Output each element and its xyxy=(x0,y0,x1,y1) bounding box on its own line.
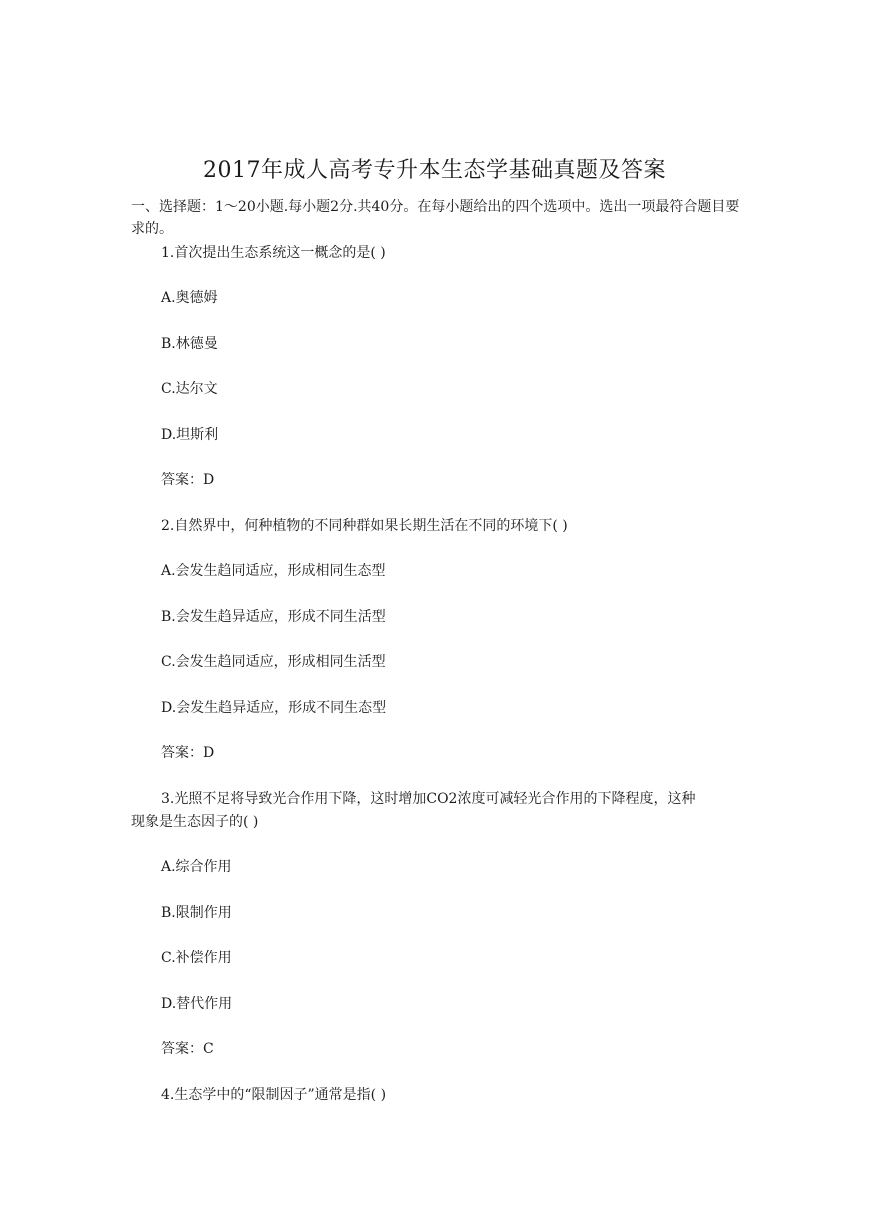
question-2-option-a: A.会发生趋同适应，形成相同生态型 xyxy=(161,563,386,579)
question-2-answer: 答案：D xyxy=(161,745,215,761)
question-1-option-a: A.奥德姆 xyxy=(161,290,218,306)
question-3-option-b: B.限制作用 xyxy=(161,905,232,921)
question-1-option-c: C.达尔文 xyxy=(161,381,218,397)
section-intro: 一、选择题：1～20小题.每小题2分.共40分。在每小题给出的四个选项中。选出一项最符合题目要求的。 xyxy=(131,199,740,237)
question-2-option-c: C.会发生趋同适应，形成相同生活型 xyxy=(161,654,386,670)
question-1-option-b: B.林德曼 xyxy=(161,336,218,352)
question-3-answer: 答案：C xyxy=(161,1041,214,1057)
question-3-option-a: A.综合作用 xyxy=(161,859,232,875)
question-3-option-d: D.替代作用 xyxy=(161,996,233,1012)
question-1-stem: 1.首次提出生态系统这一概念的是( ) xyxy=(161,245,386,261)
question-2-option-b: B.会发生趋异适应，形成不同生活型 xyxy=(161,609,386,625)
question-4-stem: 4.生态学中的“限制因子”通常是指( ) xyxy=(161,1087,387,1103)
question-3-stem-line-1: 3.光照不足将导致光合作用下降，这时增加CO2浓度可减轻光合作用的下降程度，这种 xyxy=(161,791,696,807)
question-3-option-c: C.补偿作用 xyxy=(161,950,232,966)
question-3-stem-line-2: 现象是生态因子的( ) xyxy=(131,814,259,830)
question-1-answer: 答案：D xyxy=(161,472,215,488)
document-title: 2017年成人高考专升本生态学基础真题及答案 xyxy=(203,158,666,183)
question-2-option-d: D.会发生趋异适应，形成不同生态型 xyxy=(161,700,387,716)
question-1-option-d: D.坦斯利 xyxy=(161,427,219,443)
question-2-stem: 2.自然界中，何种植物的不同种群如果长期生活在不同的环境下( ) xyxy=(161,518,568,534)
